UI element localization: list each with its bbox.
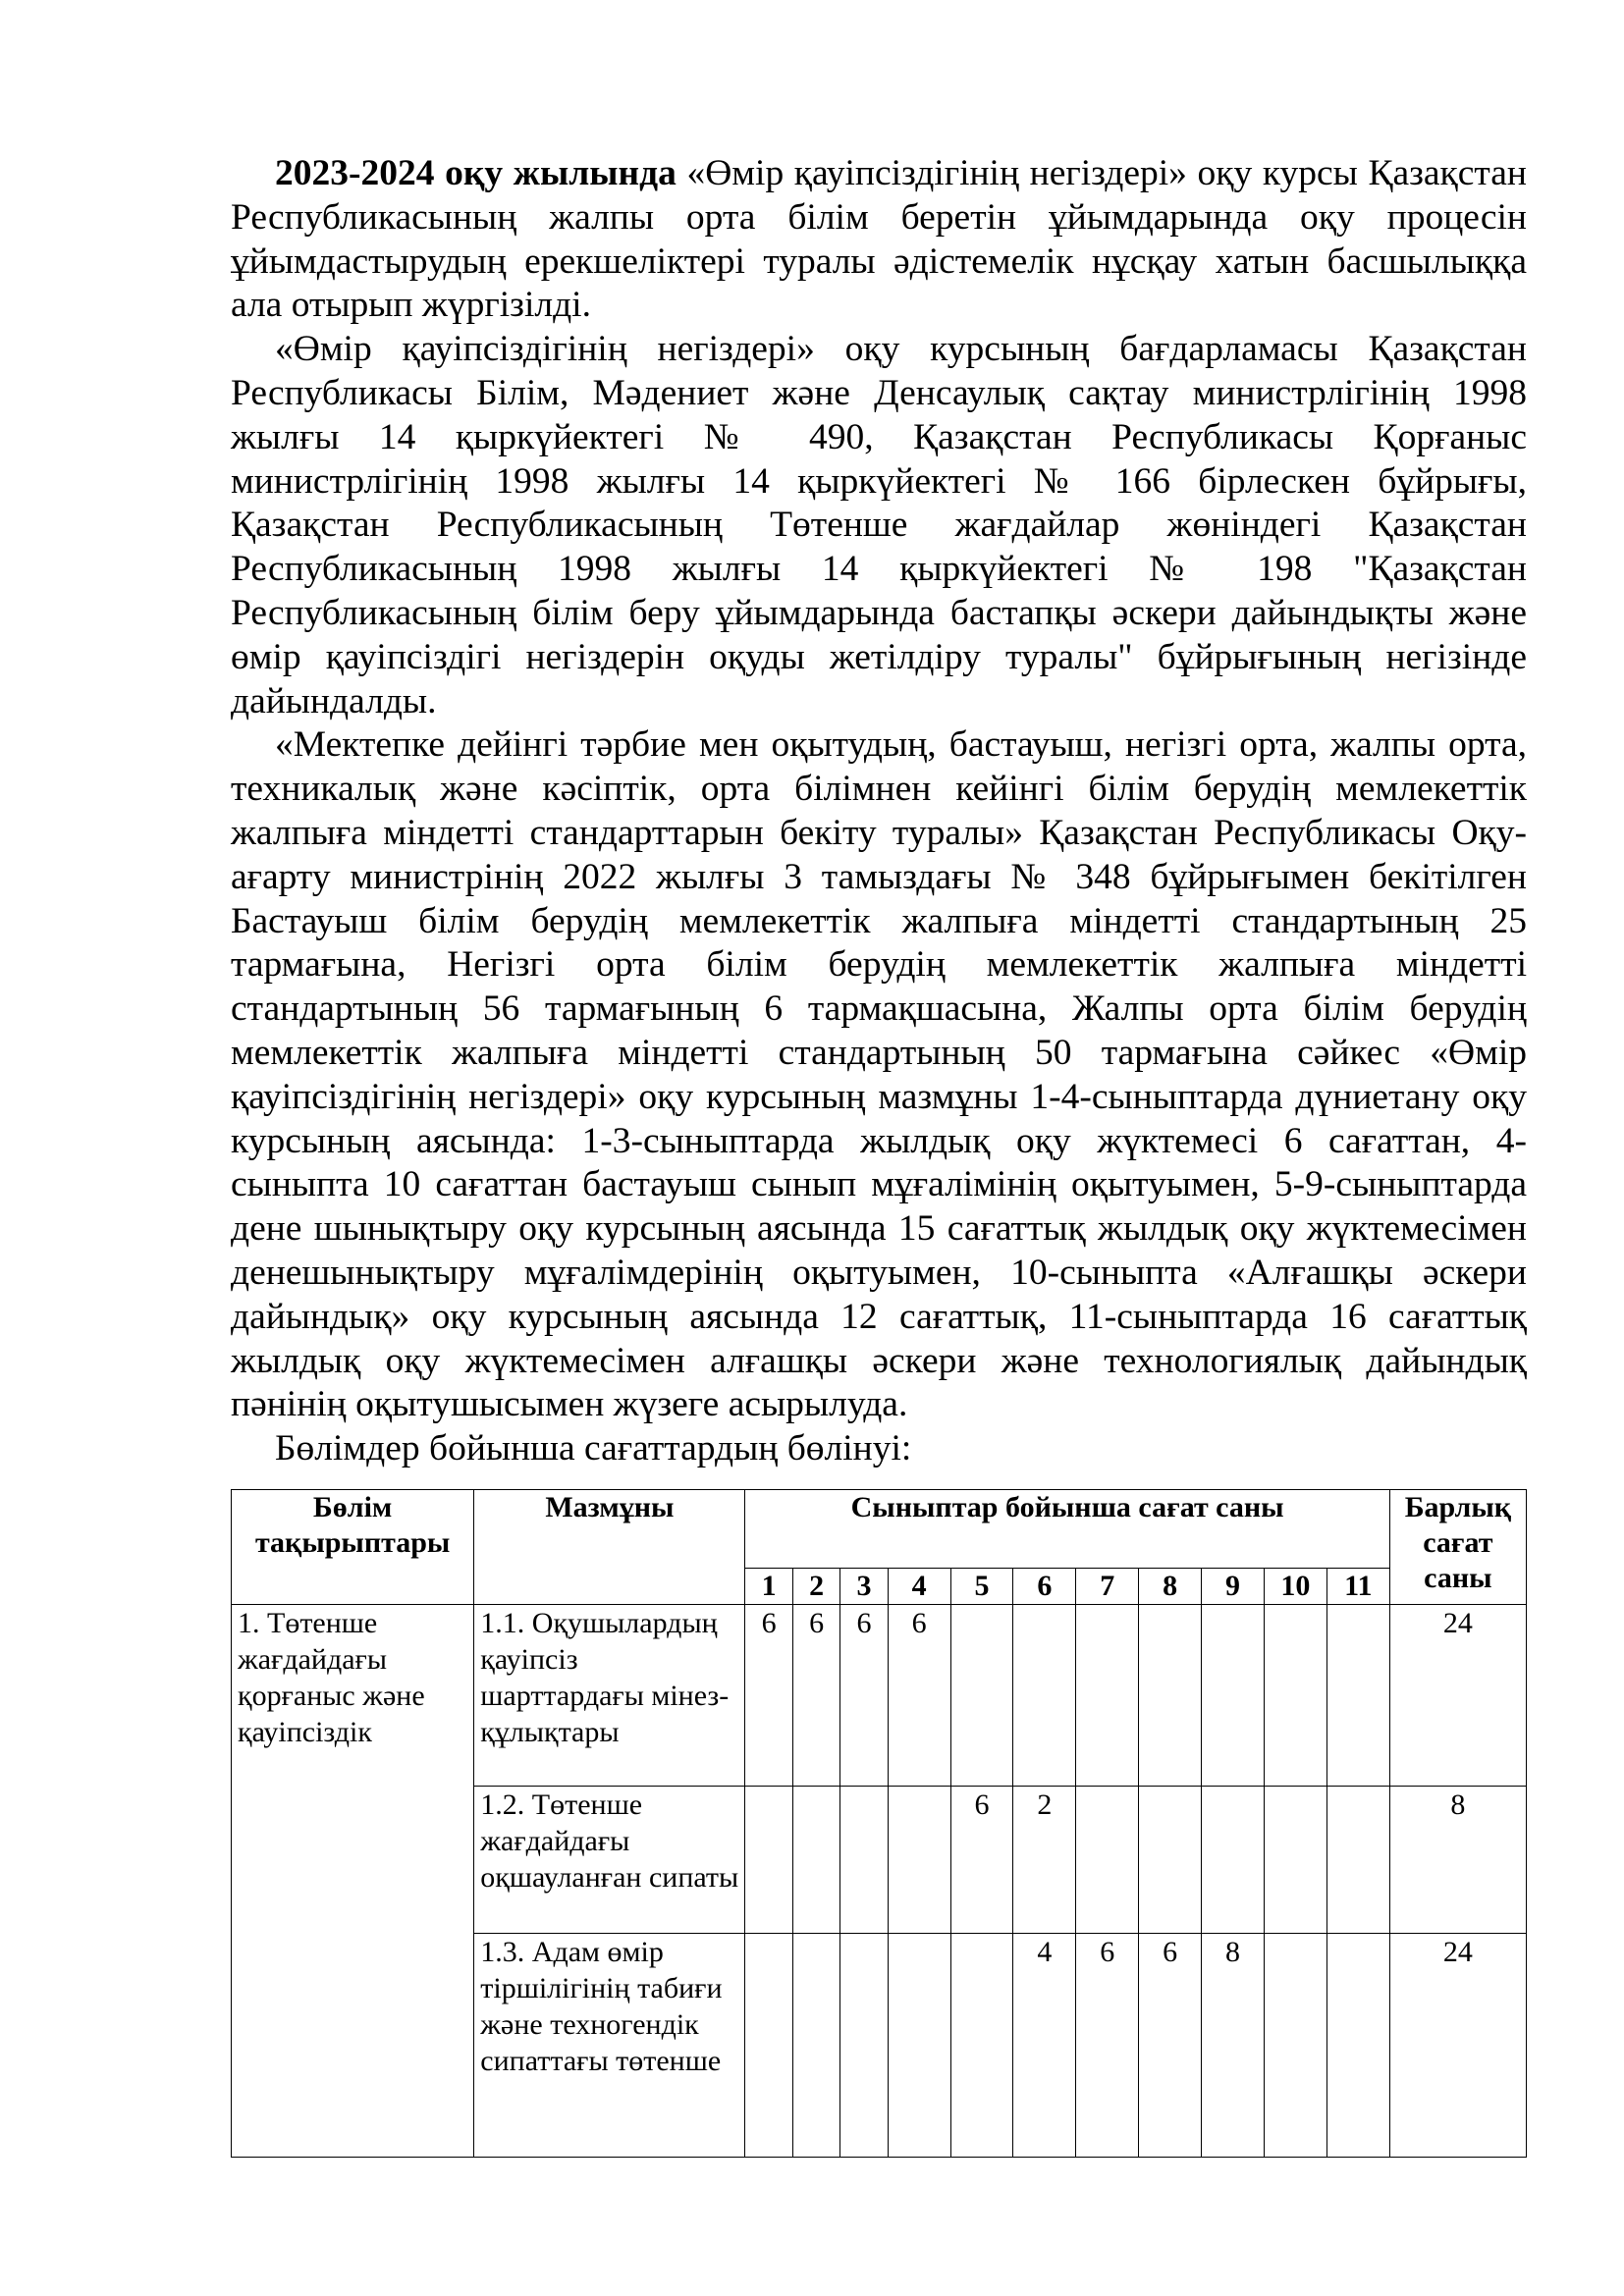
hours-cell: 2 bbox=[1013, 1787, 1076, 1934]
paragraph-1-text: «Өмір қауіпсіздігінің негіздері» оқу курсы Қазақстан Республикасының жалпы орта білім беретін ұйымдарында оқу процесін ұйымдастырудың ерекшеліктері туралы әдістемелік нұсқау хатын басшылыққа ала отырып жүргізілді. bbox=[231, 153, 1527, 326]
hours-cell bbox=[1202, 1605, 1265, 1787]
paragraph-1 bbox=[231, 152, 1527, 328]
header-grade-5: 5 bbox=[950, 1569, 1013, 1605]
paragraph-2: «Өмір қауіпсіздігінің негіздері» оқу курсының бағдарламасы Қазақстан Республикасы Білім, Мәдениет және Денсаулық сақтау министрлігінің 1998 жылғы 14 қыркүйектегі № 490, Қазақстан Республикасы Қорғаныс министрлігінің 1998 жылғы 14 қыркүйектегі № 166 бірлескен бұйрығы, Қазақстан Республикасының Төтенше жағдайлар жөніндегі Қазақстан Республикасының 1998 жылғы 14 қыркүйектегі № 198 "Қазақстан Республикасының білім беру ұйымдарында бастапқы әскери дайындықты және өмір қауіпсіздігі негіздерін оқуды жетілдіру туралы" бұйрығының негізінде дайындалды. bbox=[231, 329, 1527, 721]
total-cell: 24 bbox=[1389, 1934, 1526, 2158]
hours-cell: 6 bbox=[1076, 1934, 1139, 2158]
header-grade-6: 6 bbox=[1013, 1569, 1076, 1605]
hours-cell: 8 bbox=[1202, 1934, 1265, 2158]
header-topic: Бөлім тақырыптары bbox=[232, 1490, 474, 1605]
hours-cell: 6 bbox=[1139, 1934, 1202, 2158]
header-grades-group: Сыныптар бойынша сағат саны bbox=[745, 1490, 1389, 1569]
header-grade-1: 1 bbox=[745, 1569, 792, 1605]
hours-cell bbox=[792, 1787, 839, 1934]
hours-cell bbox=[888, 1787, 950, 1934]
hours-cell bbox=[1139, 1605, 1202, 1787]
hours-cell bbox=[1202, 1787, 1265, 1934]
hours-cell bbox=[745, 1934, 792, 2158]
hours-cell bbox=[745, 1787, 792, 1934]
hours-cell bbox=[792, 1934, 839, 2158]
paragraph-1-lead: 2023-2024 оқу жылында bbox=[275, 153, 677, 193]
hours-cell: 4 bbox=[1013, 1934, 1076, 2158]
header-grade-11: 11 bbox=[1326, 1569, 1389, 1605]
row-content: 1.1. Оқушылардың қауіпсіз шарттардағы мінез-құлықтары bbox=[474, 1605, 745, 1787]
total-cell: 8 bbox=[1389, 1787, 1526, 1934]
hours-table bbox=[231, 1489, 1527, 2158]
table-caption: Бөлімдер бойынша сағаттардың бөлінуі: bbox=[275, 1428, 912, 1469]
table-row bbox=[232, 1605, 1527, 1787]
hours-cell bbox=[888, 1934, 950, 2158]
section-topic: 1. Төтенше жағдайдағы қорғаныс және қауіпсіздік bbox=[232, 1605, 474, 2158]
hours-cell bbox=[1264, 1934, 1326, 2158]
hours-cell: 6 bbox=[745, 1605, 792, 1787]
header-grade-2: 2 bbox=[792, 1569, 839, 1605]
header-grade-7: 7 bbox=[1076, 1569, 1139, 1605]
header-grade-10: 10 bbox=[1264, 1569, 1326, 1605]
hours-cell: 6 bbox=[950, 1787, 1013, 1934]
hours-cell bbox=[1326, 1787, 1389, 1934]
total-cell: 24 bbox=[1389, 1605, 1526, 1787]
hours-cell bbox=[840, 1787, 888, 1934]
hours-cell bbox=[950, 1605, 1013, 1787]
header-total: Барлық сағат саны bbox=[1389, 1490, 1526, 1605]
row-content: 1.2. Төтенше жағдайдағы оқшауланған сипаты bbox=[474, 1787, 745, 1934]
hours-cell bbox=[1076, 1787, 1139, 1934]
header-grade-4: 4 bbox=[888, 1569, 950, 1605]
hours-cell bbox=[840, 1934, 888, 2158]
document-body bbox=[231, 152, 1527, 1471]
hours-cell bbox=[950, 1934, 1013, 2158]
header-content: Мазмұны bbox=[474, 1490, 745, 1605]
hours-cell: 6 bbox=[888, 1605, 950, 1787]
hours-cell: 6 bbox=[840, 1605, 888, 1787]
hours-cell bbox=[1264, 1787, 1326, 1934]
hours-cell: 6 bbox=[792, 1605, 839, 1787]
header-grade-9: 9 bbox=[1202, 1569, 1265, 1605]
hours-cell bbox=[1326, 1605, 1389, 1787]
header-grade-8: 8 bbox=[1139, 1569, 1202, 1605]
row-content: 1.3. Адам өмір тіршілігінің табиғи және техногендік сипаттағы төтенше bbox=[474, 1934, 745, 2158]
hours-cell bbox=[1013, 1605, 1076, 1787]
header-grade-3: 3 bbox=[840, 1569, 888, 1605]
paragraph-3: «Мектепке дейінгі тәрбие мен оқытудың, бастауыш, негізгі орта, жалпы орта, техникалық және кәсіптік, орта білімнен кейінгі білім берудің мемлекеттік жалпыға міндетті стандарттарын бекіту туралы» Қазақстан Республикасы Оқу-ағарту министрінің 2022 жылғы 3 тамыздағы № 348 бұйрығымен бекітілген Бастауыш білім берудің мемлекеттік жалпыға міндетті стандартының 25 тармағына, Негізгі орта білім берудің мемлекеттік жалпыға міндетті стандартының 56 тармағының 6 тармақшасына, Жалпы орта білім берудің мемлекеттік жалпыға міндетті стандартының 50 тармағына сәйкес «Өмір қауіпсіздігінің негіздері» оқу курсының мазмұны 1-4-сыныптарда дүниетану оқу курсының аясында: 1-3-сыныптарда жылдық оқу жүктемесі 6 сағаттан, 4-сыныпта 10 сағаттан бастауыш сынып мұғалімінің оқытуымен, 5-9-сыныптарда дене шынықтыру оқу курсының аясында 15 сағаттық жылдық оқу жүктемесімен денешынықтыру мұғалімдерінің оқытуымен, 10-сыныпта «Алғашқы әскери дайындық» оқу курсының аясында 12 сағаттық, 11-сыныптарда 16 сағаттық жылдық оқу жүктемесімен алғашқы әскери және технологиялық дайындық пәнінің оқытушысымен жүзеге асырылуда. bbox=[231, 724, 1527, 1425]
hours-cell bbox=[1076, 1605, 1139, 1787]
hours-cell bbox=[1264, 1605, 1326, 1787]
hours-cell bbox=[1326, 1934, 1389, 2158]
hours-cell bbox=[1139, 1787, 1202, 1934]
